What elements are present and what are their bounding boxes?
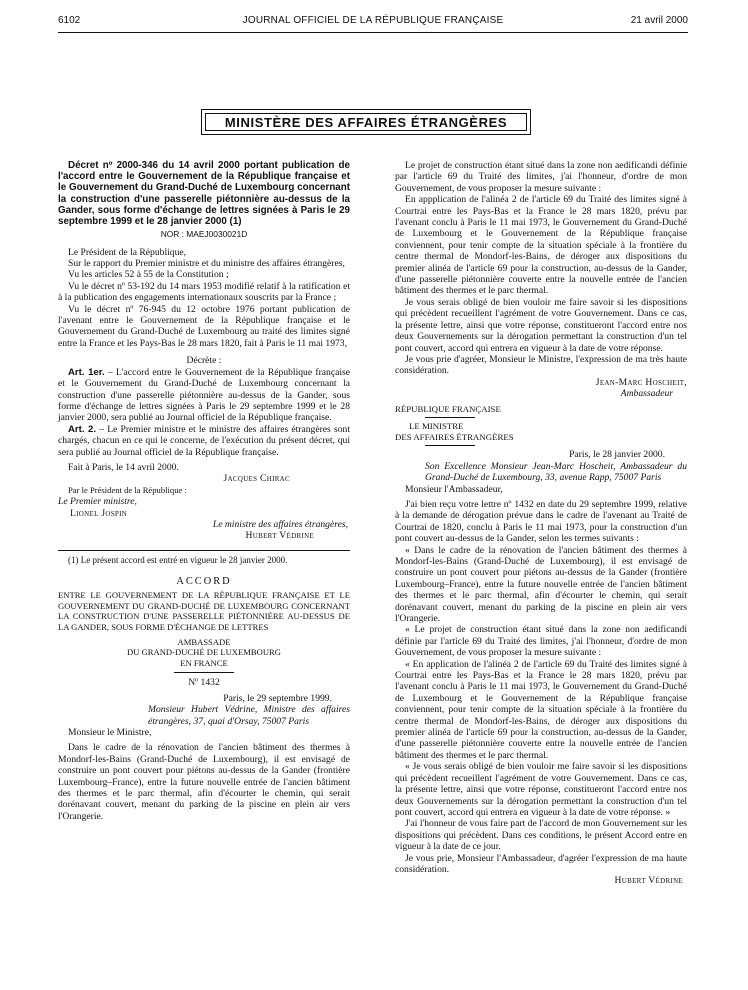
divider — [425, 417, 475, 418]
paragraph: J'ai l'honneur de vous faire part de l'accord de mon Gouvernement sur les dispositions qui précèdent. Dans ces conditions, le présent Accord entre en vigueur à la date de ce jour. — [395, 818, 687, 853]
paragraph: Je vous serais obligé de bien vouloir me faire savoir si les dispositions qui précèdent recueillent l'agrément de votre Gouvernement. Dans ce cas, la présente lettre, ainsi que votre réponse, constitueront l'accord entre nos deux Gouvernements sur la dérogation permettant la construction d'un tel pont couvert, accord qui entrera en vigueur à la date de votre réponse. — [395, 296, 687, 354]
left-column — [58, 160, 350, 822]
salutation: Monsieur l'Ambassadeur, — [405, 483, 503, 495]
signer-title: Ambassadeur — [620, 388, 673, 400]
paragraph: Dans le cadre de la rénovation de l'ancien bâtiment des thermes à Mondorf-les-Bains (Grand-Duché de Luxembourg), il est envisagé de construire un pont couvert pour piétons au-dessus de la Gander (frontière Luxembourg–France), entre la future nouvelle entrée de l'ancien bâtiment des thermes et le parc thermal, afin d'écourter le chemin, qui serait dorénavant couvert, menant du parking de la piscine en plein air vers l'Orangerie. — [58, 742, 350, 822]
header-rule — [58, 32, 688, 33]
paragraph: « Dans le cadre de la rénovation de l'ancien bâtiment des thermes à Mondorf-les-Bains (Grand-Duché de Luxembourg), il est envisagé de construire un pont couvert pour piétons au-dessus de la Gander (frontière Luxembourg–France), entre la future nouvelle entrée de l'ancien bâtiment des thermes et le parc thermal, afin d'écourter le chemin, qui serait dorénavant couvert, menant du parking de la piscine en plein air vers l'Orangerie. — [395, 544, 687, 624]
signature-chirac: Jacques Chirac — [223, 473, 290, 485]
divider — [425, 445, 475, 446]
accord-subtitle: ENTRE LE GOUVERNEMENT DE LA RÉPUBLIQUE FRANÇAISE ET LE GOUVERNEMENT DU GRAND-DUCHÉ DE LUXEMBOURG CONCERNANT LA CONSTRUCTION D'UNE PASSERELLE PIÉTONNIÈRE AU-DESSUS DE LA GANDER, SOUS FORME D'ÉCHANGE DE LETTRES — [58, 590, 350, 632]
paragraph: « En application de l'alinéa 2 de l'article 69 du Traité des limites signé à Courtrai entre les Pays-Bas et la France le 28 mars 1820, prévu par l'avenant conclu à Paris le 11 mai 1973, le Gouvernement du Grand-Duché de Luxembourg et le Gouvernement de la République française conviennent, pour tenir compte de la situation spéciale à la frontière du centre thermal de Mondorf-les-Bains, de déroger aux dispositions du premier alinéa de l'article 69 pour la construction, au-dessus de la Gander, d'une passerelle piétonnière couverte entre la nouvelle entrée de l'ancien bâtiment des thermes et le parc thermal. — [395, 658, 687, 761]
republique-label: RÉPUBLIQUE FRANÇAISE — [395, 403, 501, 414]
paragraph: « Je vous serais obligé de bien vouloir me faire savoir si les dispositions qui précèdent recueillent l'agrément de votre Gouvernement. Dans ce cas, la présente lettre, ainsi que votre réponse, constitueront l'accord entre nos deux Gouvernements sur la dérogation permettant la construction d'un tel pont couvert, accord qui entrera en vigueur à la date de votre réponse. » — [395, 761, 687, 818]
nor-reference: NOR : MAEJ0030021D — [160, 229, 248, 240]
decrete-label: Décrète : — [186, 355, 222, 367]
paragraph: Vu les articles 52 à 55 de la Constitution ; — [68, 269, 229, 281]
letter-date: Paris, le 29 septembre 1999. — [223, 692, 332, 704]
signature-hoscheit: Jean-Marc Hoscheit, — [595, 376, 687, 388]
page-number: 6102 — [58, 15, 81, 26]
paragraph: « Le projet de construction étant situé dans la zone non aedificandi définie par l'article 69 du Traité des limites, j'ai l'honneur, d'ordre de mon Gouvernement, de vous proposer la mesure suivante : — [395, 624, 687, 659]
paragraph: En appplication de l'alinéa 2 de l'article 69 du Traité des limites signé à Courtrai entre les Pays-Bas et la France le 28 mars 1820, prévu par l'avenant conclu à Paris le 11 mai 1973, le Gouvernement du Grand-Duché de Luxembourg et le Gouvernement de la République française conviennent, pour tenir compte de la situation spéciale à la frontière du centre thermal de Mondorf-les-Bains, de déroger aux dispositions du premier alinéa de l'article 69 pour la construction, au-dessus de la Gander, d'une passerelle piétonnière couverte entre la nouvelle entrée de l'ancien bâtiment des thermes et le parc thermal. — [395, 194, 687, 297]
issue-date: 21 avril 2000 — [630, 15, 688, 26]
ministry-box — [201, 109, 531, 135]
letter-number: Nº 1432 — [188, 677, 220, 689]
article-text: – L'accord entre le Gouvernement de la République française et le Gouvernement du Grand-Duché de Luxembourg concernant la construction d'une passerelle piétonnière au-dessus de la Gander, sous forme d'échange de lettres signées à Paris le 29 septembre 1999 et le 28 janvier 2000, sera publié au Journal officiel de la République française. — [58, 366, 350, 424]
signature-jospin: Lionel Jospin — [70, 507, 128, 519]
paragraph: J'ai bien reçu votre lettre nº 1432 en date du 29 septembre 1999, relative à la demande de dérogation prévue dans le cadre de l'avenant au Traité de Courtrai de 1820, conclu à Paris le 11 mai 1973, pour la construction d'un pont couvert au-dessus de la Gander, selon les termes suivants : — [395, 498, 687, 545]
signature-vedrine: Hubert Védrine — [614, 875, 683, 887]
divider — [174, 672, 234, 673]
letter-addressee: Monsieur Hubert Védrine, Ministre des affaires étrangères, 37, quai d'Orsay, 75007 Paris — [148, 704, 350, 727]
journal-title: JOURNAL OFFICIEL DE LA RÉPUBLIQUE FRANÇAISE — [242, 15, 504, 26]
footnote: (1) Le présent accord est entré en vigueur le 28 janvier 2000. — [68, 554, 288, 565]
fait-a-paris: Fait à Paris, le 14 avril 2000. — [68, 461, 179, 473]
article-label: Art. 2. — [68, 423, 96, 435]
des-affaires-label: DES AFFAIRES ÉTRANGÈRES — [395, 431, 514, 442]
par-le-president: Par le Président de la République : — [68, 484, 187, 495]
right-column — [395, 160, 687, 887]
ambassade-line: EN FRANCE — [180, 657, 228, 668]
ambassade-line: DU GRAND-DUCHÉ DE LUXEMBOURG — [127, 647, 281, 658]
salutation: Monsieur le Ministre, — [68, 726, 152, 738]
paragraph: Le projet de construction étant situé dans la zone non aedificandi définie par l'article 69 du Traité des limites, j'ai l'honneur, d'ordre de mon Gouvernement, de vous proposer la mesure suivante : — [395, 160, 687, 194]
ministry-title: MINISTÈRE DES AFFAIRES ÉTRANGÈRES — [205, 113, 527, 131]
page-header — [58, 15, 688, 31]
letter-addressee: Son Excellence Monsieur Jean-Marc Hoscheit, Ambassadeur du Grand-Duché de Luxembourg, 33, avenue Rapp, 75007 Paris — [425, 460, 687, 484]
le-ministre-label: LE MINISTRE — [409, 421, 464, 432]
signature-vedrine: Hubert Védrine — [245, 530, 314, 542]
decree-title: Décret nº 2000-346 du 14 avril 2000 portant publication de l'accord entre le Gouvernement de la République française et le Gouvernement du Grand-Duché de Luxembourg concernant la construction d'une passerelle piétonnière au-dessus de la Gander, sous forme d'échange de lettres signées à Paris le 29 septembre 1999 et le 28 janvier 2000 (1) — [58, 160, 350, 228]
article-label: Art. 1er. — [68, 366, 105, 378]
article-text: – Le Premier ministre et le ministre des affaires étrangères sont chargés, chacun en ce qui le concerne, de l'exécution du présent décret, qui sera publié au Journal officiel de la République française. — [58, 423, 350, 458]
paragraph: Je vous prie d'agréer, Monsieur le Ministre, l'expression de ma très haute considération. — [395, 353, 687, 377]
paragraph: Le Président de la République, — [68, 246, 187, 258]
article-2 — [58, 424, 350, 458]
accord-title: ACCORD — [176, 575, 232, 587]
paragraph: Je vous prie, Monsieur l'Ambassadeur, d'agréer l'expression de ma haute considération. — [395, 852, 687, 875]
paragraph: Vu le décret nº 76-945 du 12 octobre 1976 portant publication de l'avenant entre le Gouvernement de la République française et le Gouvernement du Grand-Duché de Luxembourg au traité des limites signé entre la France et les Pays-Bas le 28 mars 1820, fait à Paris le 11 mai 1973, — [58, 303, 350, 349]
paragraph: Sur le rapport du Premier ministre et du ministre des affaires étrangères, — [68, 258, 345, 270]
letter-date: Paris, le 28 janvier 2000. — [569, 449, 665, 461]
paragraph: Vu le décret nº 53-192 du 14 mars 1953 modifié relatif à la ratification et à la publication des engagements internationaux souscrits par la France ; — [58, 280, 350, 304]
article-1 — [58, 367, 350, 424]
ambassade-line: AMBASSADE — [177, 636, 231, 647]
premier-ministre-label: Le Premier ministre, — [58, 496, 137, 508]
ministre-ae-label: Le ministre des affaires étrangères, — [212, 518, 348, 530]
